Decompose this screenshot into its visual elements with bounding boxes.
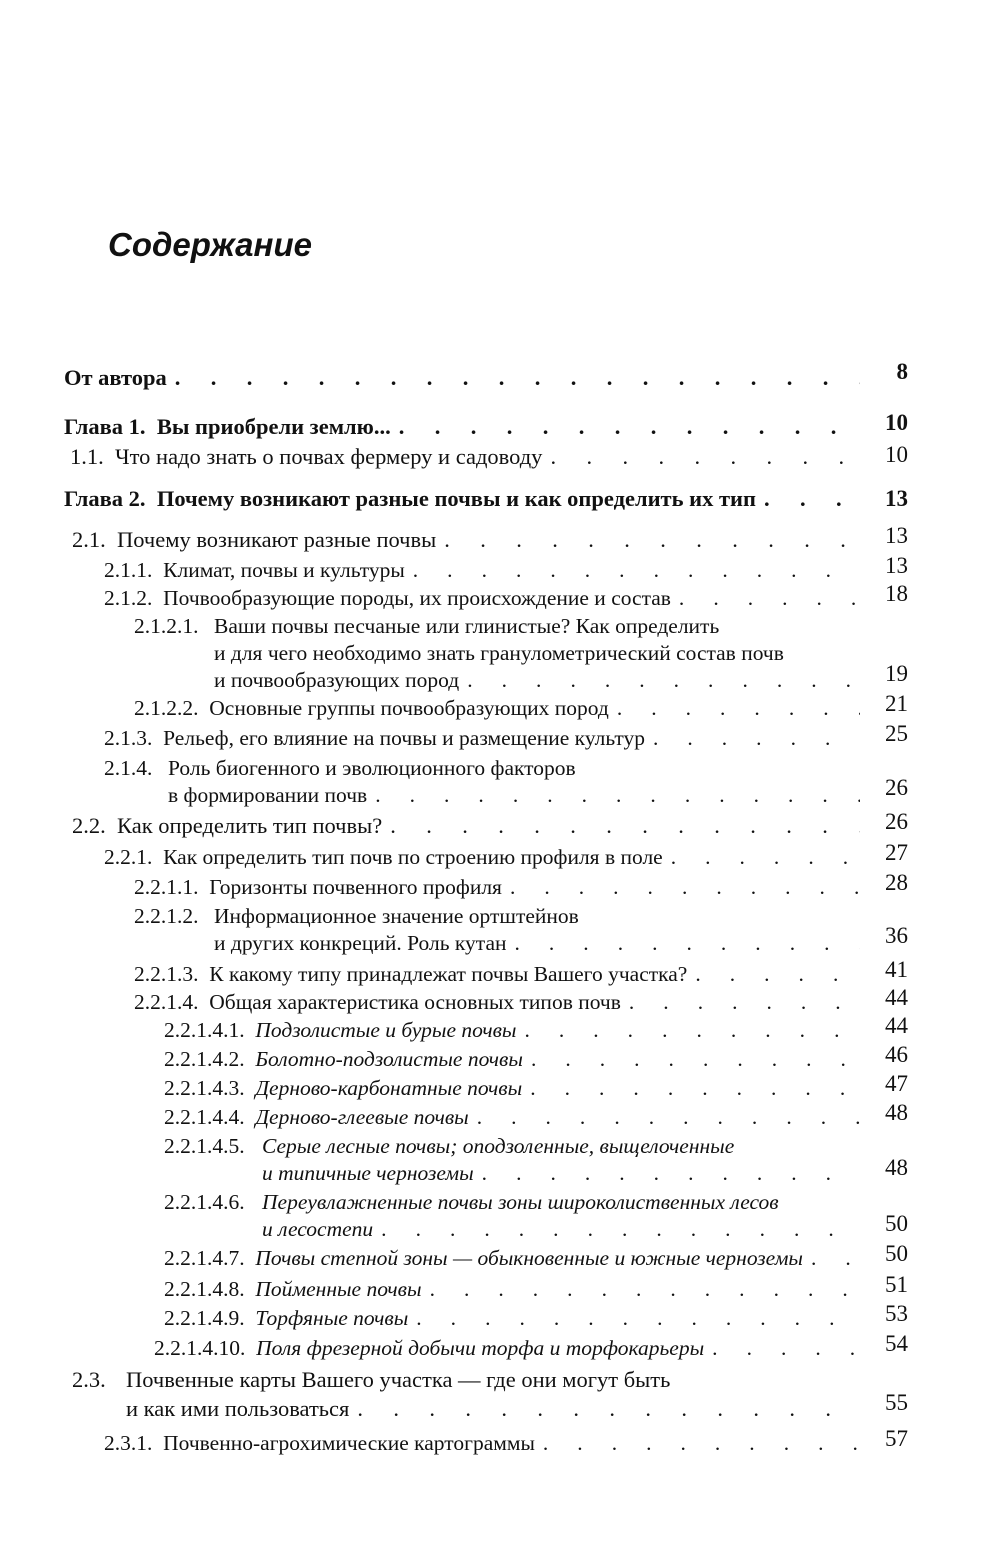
toc-entry-title: Почвообразующие породы, их происхождение и состав <box>163 586 671 610</box>
toc-entry-page: 21 <box>885 691 908 716</box>
dot-leader <box>764 485 860 513</box>
toc-entry-number: 2.2.1.4.9. <box>164 1306 245 1330</box>
toc-entry-number: 2.2. <box>72 813 106 838</box>
toc-entry-title-line2: и как ими пользоваться <box>126 1396 350 1421</box>
toc-entry-number: 2.1. <box>72 527 106 552</box>
toc-entry-number: 2.2.1.4.1. <box>164 1018 245 1042</box>
toc-entry-title: Дерново-карбонатные почвы <box>255 1076 523 1100</box>
dot-leader <box>617 694 860 722</box>
toc-entry-title-line2: и типичные черноземы <box>262 1161 474 1185</box>
toc-entry-title: Как определить тип почв по строению профиля в поле <box>163 845 663 869</box>
toc-entry-number: 2.2.1.4.8. <box>164 1277 245 1301</box>
toc-entry-page: 44 <box>885 985 908 1010</box>
dot-leader <box>653 724 860 752</box>
toc-entry-page: 13 <box>885 523 908 548</box>
toc-entry-title-line2: в формировании почв <box>168 783 368 807</box>
dot-leader <box>629 988 860 1016</box>
toc-entry-number: 1.1. <box>70 444 104 469</box>
toc-entry-number: 2.2.1.3. <box>134 962 199 986</box>
dot-leader <box>375 781 860 809</box>
toc-entry-title: Как определить тип почвы? <box>117 813 383 838</box>
toc-entry-page: 36 <box>885 923 908 948</box>
dot-leader <box>679 584 860 612</box>
toc-entry-title: Почвенные карты Вашего участка — где они могут быть <box>126 1367 671 1392</box>
dot-leader <box>467 666 860 694</box>
toc-entry-page: 54 <box>885 1331 908 1356</box>
toc-entry-number: 2.2.1. <box>104 845 153 869</box>
toc-entry-page: 50 <box>885 1241 908 1266</box>
toc-entry-title: Почвы степной зоны — обыкновенные и южные черноземы <box>255 1246 803 1270</box>
toc-entry-page: 27 <box>885 840 908 865</box>
toc-entry-number: 2.2.1.4.4. <box>164 1105 245 1129</box>
toc-entry-page: 47 <box>885 1071 908 1096</box>
toc-entry-page: 18 <box>885 581 908 606</box>
toc-entry-page: 26 <box>885 809 908 834</box>
dot-leader <box>430 1275 860 1303</box>
toc-entry-title: От автора <box>64 365 167 390</box>
toc-entry-page: 46 <box>885 1042 908 1067</box>
toc-entry-title: Переувлажненные почвы зоны широколиственных лесов <box>262 1190 779 1214</box>
toc-entry-page: 10 <box>885 442 908 467</box>
dot-leader <box>515 929 861 957</box>
dot-leader <box>712 1334 860 1362</box>
toc-entry-number: 2.2.1.2. <box>134 904 199 928</box>
toc-entry-title: Что надо знать о почвах фермеру и садоводу <box>115 444 543 469</box>
dot-leader <box>524 1016 860 1044</box>
toc-entry-title: Рельеф, его влияние на почвы и размещение культур <box>163 726 645 750</box>
toc-entry-page: 13 <box>885 486 908 511</box>
toc-entry-page: 26 <box>885 775 908 800</box>
toc-entry-title: Поля фрезерной добычи торфа и торфокарьеры <box>256 1336 705 1360</box>
dot-leader <box>695 960 860 988</box>
dot-leader <box>477 1103 860 1131</box>
toc-entry-number: 2.2.1.1. <box>134 875 199 899</box>
toc-entry-title: Серые лесные почвы; оподзоленные, выщелоченные <box>262 1134 735 1158</box>
toc-entry-title: Ваши почвы песчаные или глинистые? Как определить <box>214 614 720 638</box>
toc-entry-title: Почему возникают разные почвы <box>117 527 437 552</box>
toc-entry-number: 2.2.1.4.2. <box>164 1047 245 1071</box>
toc-entry-page: 10 <box>885 410 908 435</box>
toc-entry-number: Глава 2. <box>64 486 146 511</box>
toc-entry-number: 2.2.1.4.7. <box>164 1246 245 1270</box>
toc-entry-page: 28 <box>885 870 908 895</box>
toc-entry-page: 8 <box>896 359 908 384</box>
toc-entry-number: 2.2.1.4.3. <box>164 1076 245 1100</box>
dot-leader <box>482 1159 860 1187</box>
toc-entry-page: 25 <box>885 721 908 746</box>
toc-entry-number: 2.2.1.4. <box>134 990 199 1014</box>
toc-entry-number: Глава 1. <box>64 414 146 439</box>
toc-entry-page: 50 <box>885 1211 908 1236</box>
toc-entry-title-line2: и для чего необходимо знать гранулометрический состав почв <box>214 641 784 665</box>
toc-entry-number: 2.3. <box>72 1367 106 1392</box>
toc-entry-page: 19 <box>885 661 908 686</box>
dot-leader <box>671 843 860 871</box>
toc-entry-title: Основные группы почвообразующих пород <box>209 696 609 720</box>
toc-entry-title: Общая характеристика основных типов почв <box>209 990 621 1014</box>
toc-entry-number: 2.1.2.2. <box>134 696 199 720</box>
toc-entry-number: 2.2.1.4.5. <box>164 1134 245 1158</box>
dot-leader <box>413 556 860 584</box>
toc-entry-title-line3: и почвообразующих пород <box>214 668 460 692</box>
page-title: Содержание <box>108 226 312 263</box>
toc-entry-title: Почвенно-агрохимические картограммы <box>163 1431 535 1455</box>
toc-entry-number: 2.1.2.1. <box>134 614 199 638</box>
dot-leader <box>390 812 860 840</box>
dot-leader <box>550 443 860 471</box>
toc-entry-title: К какому типу принадлежат почвы Вашего участка? <box>209 962 688 986</box>
dot-leader <box>399 413 860 441</box>
dot-leader <box>531 1045 860 1073</box>
toc-entry-page: 44 <box>885 1013 908 1038</box>
toc-entry-number: 2.3.1. <box>104 1431 153 1455</box>
toc-entry-page: 48 <box>885 1100 908 1125</box>
dot-leader <box>543 1429 860 1457</box>
dot-leader <box>416 1304 860 1332</box>
toc-entry-page: 13 <box>885 553 908 578</box>
toc-entry-title: Подзолистые и бурые почвы <box>255 1018 517 1042</box>
toc-entry-page: 48 <box>885 1155 908 1180</box>
toc-entry-page: 51 <box>885 1272 908 1297</box>
toc-entry-number: 2.1.3. <box>104 726 153 750</box>
toc-entry-number: 2.2.1.4.10. <box>154 1336 246 1360</box>
toc-entry-title-line2: и других конкреций. Роль кутан <box>214 931 507 955</box>
dot-leader <box>381 1215 860 1243</box>
toc-entry-title: Болотно-подзолистые почвы <box>255 1047 523 1071</box>
dot-leader <box>510 873 860 901</box>
dot-leader <box>811 1244 860 1272</box>
toc-entry-title: Почему возникают разные почвы и как определить их тип <box>156 486 756 511</box>
toc-entry-page: 53 <box>885 1301 908 1326</box>
dot-leader <box>530 1074 860 1102</box>
dot-leader <box>444 526 860 554</box>
toc-entry-number: 2.1.4. <box>104 756 153 780</box>
toc-entry-number: 2.1.2. <box>104 586 153 610</box>
toc-entry-title-line2: и лесостепи <box>262 1217 374 1241</box>
toc-entry-title: Пойменные почвы <box>255 1277 422 1301</box>
dot-leader <box>357 1395 860 1423</box>
toc-entry-title: Вы приобрели землю... <box>156 414 391 439</box>
toc-entry-number: 2.2.1.4.6. <box>164 1190 245 1214</box>
toc-entry-title: Информационное значение ортштейнов <box>214 904 579 928</box>
toc-entry-title: Горизонты почвенного профиля <box>209 875 502 899</box>
toc-entry-title: Климат, почвы и культуры <box>163 558 405 582</box>
dot-leader <box>175 364 860 392</box>
toc-entry-page: 55 <box>885 1390 908 1415</box>
toc-entry-page: 57 <box>885 1426 908 1451</box>
toc-entry-title: Торфяные почвы <box>255 1306 409 1330</box>
toc-entry-number: 2.1.1. <box>104 558 153 582</box>
toc-entry-title: Роль биогенного и эволюционного факторов <box>168 756 576 780</box>
toc-entry-title: Дерново-глеевые почвы <box>255 1105 469 1129</box>
toc-entry-page: 41 <box>885 957 908 982</box>
